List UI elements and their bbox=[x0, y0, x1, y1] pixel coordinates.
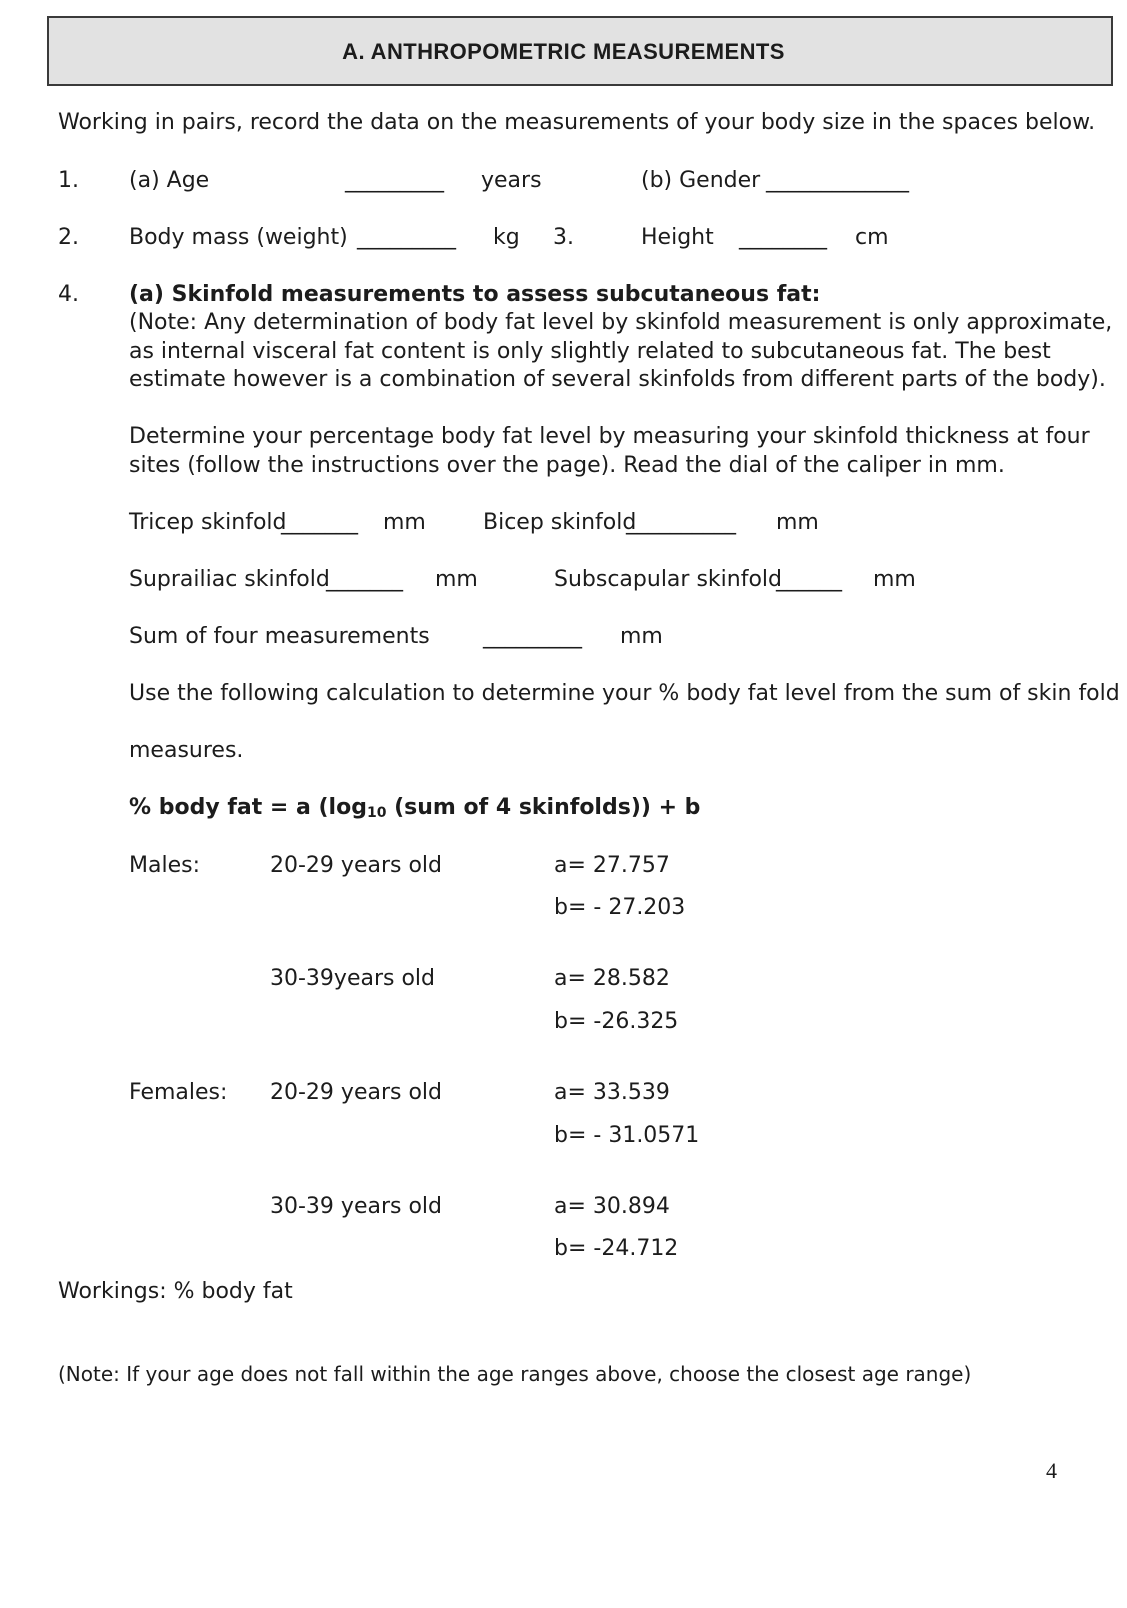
instruction-line: sites (follow the instructions over the page). Read the dial of the caliper in mm. bbox=[129, 453, 1005, 478]
males-label: Males: bbox=[129, 853, 200, 878]
height-unit: cm bbox=[855, 225, 889, 250]
subscapular-field[interactable]: ______ bbox=[776, 567, 842, 592]
q4-number: 4. bbox=[58, 282, 79, 307]
suprailiac-field[interactable]: _______ bbox=[326, 567, 403, 592]
tricep-field[interactable]: _______ bbox=[281, 510, 358, 535]
body-mass-unit: kg bbox=[493, 225, 520, 250]
subscapular-unit: mm bbox=[873, 567, 916, 592]
gender-field[interactable]: _____________ bbox=[766, 168, 909, 193]
subscapular-label: Subscapular skinfold bbox=[554, 567, 782, 592]
note-line: as internal visceral fat content is only slightly related to subcutaneous fat. The best bbox=[129, 339, 1051, 364]
note-line: estimate however is a combination of several skinfolds from different parts of the body). bbox=[129, 367, 1106, 392]
coefficient-a: a= 28.582 bbox=[554, 966, 670, 991]
page-number: 4 bbox=[1046, 1458, 1057, 1483]
intro-text: Working in pairs, record the data on the measurements of your body size in the spaces below. bbox=[58, 110, 1096, 135]
body-mass-field[interactable]: _________ bbox=[357, 225, 456, 250]
calc-instruction: Use the following calculation to determine your % body fat level from the sum of skin fold bbox=[129, 681, 1120, 706]
section-title: A. ANTHROPOMETRIC MEASUREMENTS bbox=[342, 39, 785, 64]
age-range: 20-29 years old bbox=[270, 853, 442, 878]
q2-number: 2. bbox=[58, 225, 79, 250]
body-fat-formula bbox=[129, 797, 700, 820]
females-label: Females: bbox=[129, 1080, 228, 1105]
q1-number: 1. bbox=[58, 168, 79, 193]
bicep-unit: mm bbox=[776, 510, 819, 535]
age-label: (a) Age bbox=[129, 168, 210, 193]
workings-label: Workings: % body fat bbox=[58, 1279, 293, 1304]
tricep-unit: mm bbox=[383, 510, 426, 535]
age-field[interactable]: _________ bbox=[345, 168, 444, 193]
instruction-line: Determine your percentage body fat level by measuring your skinfold thickness at four bbox=[129, 424, 1090, 449]
gender-label: (b) Gender bbox=[641, 168, 761, 193]
coefficient-a: a= 27.757 bbox=[554, 853, 670, 878]
age-range: 30-39 years old bbox=[270, 1194, 442, 1219]
tricep-label: Tricep skinfold bbox=[129, 510, 287, 535]
age-range: 20-29 years old bbox=[270, 1080, 442, 1105]
q3-number: 3. bbox=[553, 225, 574, 250]
age-unit: years bbox=[481, 168, 542, 193]
formula-prefix: % body fat = a (log bbox=[129, 795, 367, 820]
formula-suffix: (sum of 4 skinfolds)) + b bbox=[386, 795, 701, 820]
coefficient-b: b= -26.325 bbox=[554, 1009, 679, 1034]
age-range: 30-39years old bbox=[270, 966, 435, 991]
coefficient-b: b= - 27.203 bbox=[554, 895, 686, 920]
coefficient-b: b= - 31.0571 bbox=[554, 1123, 700, 1148]
sum-label: Sum of four measurements bbox=[129, 624, 430, 649]
bicep-label: Bicep skinfold bbox=[483, 510, 637, 535]
skinfold-heading: (a) Skinfold measurements to assess subcutaneous fat: bbox=[129, 282, 821, 307]
height-field[interactable]: ________ bbox=[739, 225, 827, 250]
suprailiac-unit: mm bbox=[435, 567, 478, 592]
bicep-field[interactable]: __________ bbox=[626, 510, 736, 535]
calc-instruction: measures. bbox=[129, 738, 244, 763]
coefficient-a: a= 33.539 bbox=[554, 1080, 670, 1105]
age-range-footnote: (Note: If your age does not fall within the age ranges above, choose the closest age range) bbox=[58, 1362, 972, 1386]
note-line: (Note: Any determination of body fat level by skinfold measurement is only approximate, bbox=[129, 310, 1113, 335]
body-mass-label: Body mass (weight) bbox=[129, 225, 348, 250]
coefficient-b: b= -24.712 bbox=[554, 1236, 679, 1261]
sum-field[interactable]: _________ bbox=[483, 624, 582, 649]
suprailiac-label: Suprailiac skinfold bbox=[129, 567, 330, 592]
height-label: Height bbox=[641, 225, 714, 250]
formula-subscript: 10 bbox=[366, 805, 387, 821]
coefficient-a: a= 30.894 bbox=[554, 1194, 670, 1219]
sum-unit: mm bbox=[620, 624, 663, 649]
